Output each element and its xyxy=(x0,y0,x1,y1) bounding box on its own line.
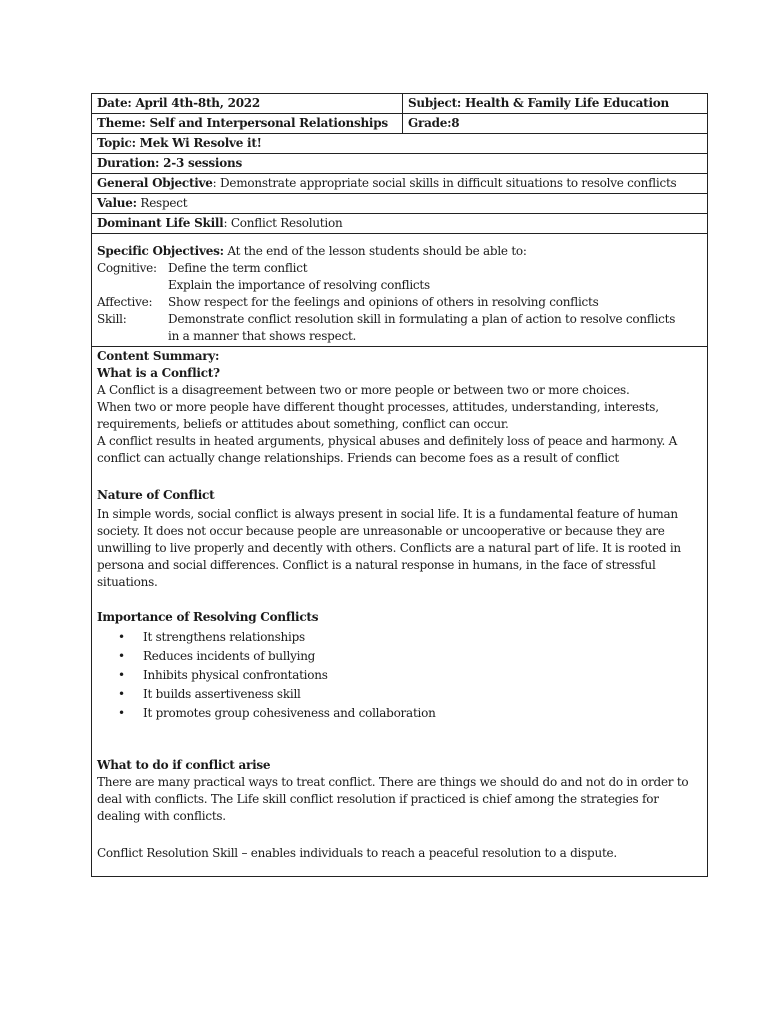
duration-cell xyxy=(92,154,708,174)
life-skill-text: : Conflict Resolution xyxy=(223,216,343,230)
life-skill-cell xyxy=(92,214,708,234)
skill-label: Skill: xyxy=(97,312,127,326)
lesson-plan-table xyxy=(91,93,708,877)
what-to-do-paragraph: There are many practical ways to treat conflict. There are things we should do and not do in order to deal with conflicts. The Life skill conflict resolution if practiced is chief among the strategies for dealing with conflicts. xyxy=(97,775,689,823)
value-cell xyxy=(92,194,708,214)
what-paragraph-2: When two or more people have different thought processes, attitudes, understanding, interests, requirements, beliefs or attitudes about something, conflict can occur. xyxy=(97,400,659,431)
skill-line xyxy=(97,311,702,328)
affective-objective-1: Show respect for the feelings and opinions of others in resolving conflicts xyxy=(168,295,599,309)
nature-of-conflict-heading: Nature of Conflict xyxy=(97,488,215,502)
list-item: • Inhibits physical confrontations xyxy=(143,666,702,685)
specific-objectives-cell xyxy=(92,234,708,347)
importance-heading: Importance of Resolving Conflicts xyxy=(97,610,319,624)
value-text: Respect xyxy=(136,196,188,210)
importance-list xyxy=(97,628,702,723)
grade-text: Grade:8 xyxy=(408,116,460,130)
grade-cell xyxy=(403,114,708,134)
subject-text: Subject: Health & Family Life Education xyxy=(408,96,669,110)
date-cell xyxy=(92,94,403,114)
theme-cell xyxy=(92,114,403,134)
date-text: Date: April 4th-8th, 2022 xyxy=(97,96,261,110)
cognitive-line xyxy=(97,260,702,277)
list-item: • It promotes group cohesiveness and collaboration xyxy=(143,704,702,723)
what-is-conflict-heading: What is a Conflict? xyxy=(97,366,220,380)
nature-paragraph: In simple words, social conflict is always present in social life. It is a fundamental feature of human society. It does not occur because people are unreasonable or uncooperative or because they are unwilling to live properly and decently with others. Conflicts are a natural part of life. It is rooted in persona and social differences. Conflict is a natural response in humans, in the face of stressful situations. xyxy=(97,507,681,589)
what-paragraph-3: A conflict results in heated arguments, physical abuses and definitely loss of peace and harmony. A conflict can actually change relationships. Friends can become foes as a result of conflict xyxy=(97,434,678,465)
cognitive-label: Cognitive: xyxy=(97,261,157,275)
specific-objectives-intro-text: At the end of the lesson students should be able to: xyxy=(223,244,527,258)
list-item: • It strengthens relationships xyxy=(143,628,702,647)
specific-objectives-label: Specific Objectives: xyxy=(97,244,224,258)
skill-objective-1: Demonstrate conflict resolution skill in formulating a plan of action to resolve conflicts xyxy=(168,312,676,326)
value-label: Value: xyxy=(97,196,137,210)
cognitive-objective-2: Explain the importance of resolving conflicts xyxy=(168,278,430,292)
what-paragraph-1: A Conflict is a disagreement between two or more people or between two or more choices. xyxy=(97,383,630,397)
duration-text: Duration: 2-3 sessions xyxy=(97,156,242,170)
life-skill-label: Dominant Life Skill xyxy=(97,216,224,230)
general-objective-cell xyxy=(92,174,708,194)
what-to-do-heading: What to do if conflict arise xyxy=(97,758,271,772)
lesson-plan-page xyxy=(91,93,707,877)
affective-label: Affective: xyxy=(97,295,153,309)
content-summary-cell xyxy=(92,347,708,877)
subject-cell xyxy=(403,94,708,114)
specific-objectives-intro xyxy=(97,243,702,260)
content-summary-heading: Content Summary: xyxy=(97,349,220,363)
topic-cell xyxy=(92,134,708,154)
general-objective-label: General Objective xyxy=(97,176,213,190)
affective-line xyxy=(97,294,702,311)
general-objective-text: : Demonstrate appropriate social skills in difficult situations to resolve conflicts xyxy=(212,176,677,190)
skill-definition: Conflict Resolution Skill – enables individuals to reach a peaceful resolution to a dispute. xyxy=(97,846,617,860)
list-item: • Reduces incidents of bullying xyxy=(143,647,702,666)
topic-text: Topic: Mek Wi Resolve it! xyxy=(97,136,262,150)
cognitive-objective-1: Define the term conflict xyxy=(168,261,308,275)
theme-text: Theme: Self and Interpersonal Relationships xyxy=(97,116,388,130)
skill-objective-2: in a manner that shows respect. xyxy=(168,329,357,343)
list-item: • It builds assertiveness skill xyxy=(143,685,702,704)
